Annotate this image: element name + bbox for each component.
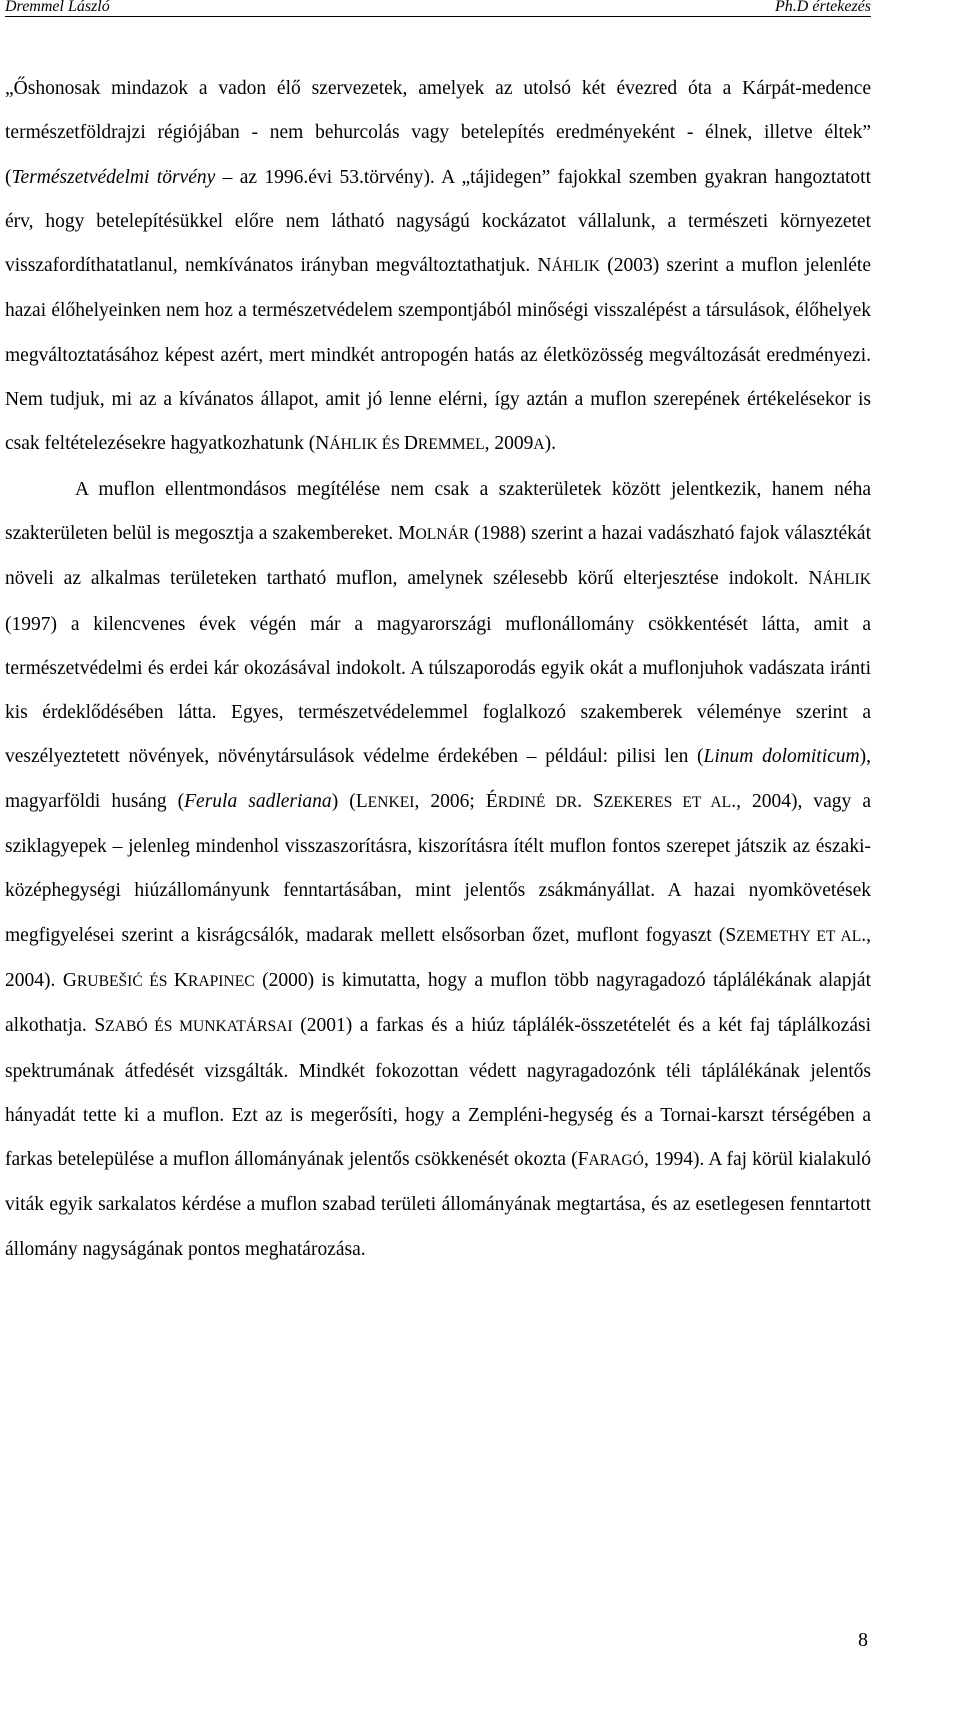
citation-nahlik-1997: NÁHLIK: [808, 568, 871, 590]
page-header: [5, 0, 871, 17]
header-document-type: Ph.D értekezés: [775, 0, 871, 15]
citation-szemethy-2004: SZEMETHY ET AL: [725, 924, 862, 946]
species-linum: Linum dolomiticum: [703, 746, 860, 768]
citation-erdine-szekeres-2004: ÉRDINÉ DR. SZEKERES ET AL: [485, 790, 732, 812]
citation-grubesic-krapinec-2000: GRUBEŠIĆ ÉS KRAPINEC: [62, 969, 255, 991]
citation-nahlik-2003: NÁHLIK: [537, 255, 600, 277]
header-author: Dremmel László: [5, 0, 110, 15]
citation-farago-1994: FARAGÓ: [577, 1149, 644, 1171]
paragraph-mouflon-controversy: A muflon ellentmondásos megítélése nem csak a szakterületek között jelentkezik, hanem néha szakterületen belül is megosztja a szakembereket. MOLNÁR (1988) szerint a hazai vadászható fajok választékát növeli az alkalmas területeken tartható muflon, amelynek szélesebb körű elterjesztése indokolt. NÁHLIK (1997) a kilencvenes évek végén már a magyarországi muflonállomány csökkentését látta, amit a természetvédelmi és erdei kár okozásával indokolt. A túlszaporodás egyik okát a muflonjuhok vadászata iránti kis érdeklődésében látta. Egyes, természetvédelemmel foglalkozó szakemberek véleménye szerint a veszélyeztetett növények, növénytársulások védelme érdekében – például: pilisi len (Linum dolomiticum), magyarföldi husáng (Ferula sadleriana) (LENKEI, 2006; ÉRDINÉ DR. SZEKERES ET AL., 2004), vagy a sziklagyepek – jelenleg mindenhol visszaszorításra, kiszorításra ítélt muflon fontos szerepet játszik az északi-középhegységi hiúzállományunk fenntartásában, mint jelentős zsákmányállat. A hazai nyomkövetések megfigyelései szerint a kisrágcsálók, madarak mellett elsősorban őzet, muflont fogyaszt (SZEMETHY ET AL., 2004). GRUBEŠIĆ ÉS KRAPINEC (2000) is kimutatta, hogy a muflon több nagyragadozó táplálékának alapját alkothatja. SZABÓ ÉS MUNKATÁRSAI (2001) a farkas és a hiúz táplálék-összetételét és a két faj táplálkozási spektrumának átfedését vizsgálták. Mindkét fokozottan védett nagyragadozónk téli táplálékának jelentős hányadát tette ki a muflon. Ezt az is megerősíti, hogy a Zempléni-hegység és a Tornai-karszt térségében a farkas betelepülése a muflon állományának jelentős csökkenését okozta (FARAGÓ, 1994). A faj körül kialakuló viták egyik sarkalatos kérdése a muflon szabad területi állományának megtartása, és az esetlegesen fenntartott állomány nagyságának pontos meghatározása.: [5, 478, 872, 1260]
citation-szabo-2001: SZABÓ ÉS MUNKATÁRSAI: [94, 1015, 293, 1037]
citation-molnar-1988: MOLNÁR: [398, 522, 470, 544]
body-text: [5, 67, 871, 1272]
citation-nahlik-dremmel-2009: NÁHLIK ÉS DREMMEL, 2009A: [315, 433, 545, 455]
citation-lenkei-2006: LENKEI: [355, 790, 415, 812]
species-ferula: Ferula sadleriana: [184, 790, 332, 812]
paragraph-native-species: „Őshonosak mindazok a vadon élő szervezetek, amelyek az utolsó két évezred óta a Kárpát-medence természetföldrajzi régiójában - nem behurcolás vagy betelepítés eredményeként - élnek, illetve éltek” (Természetvédelmi törvény – az 1996.évi 53.törvény). A „tájidegen” fajokkal szemben gyakran hangoztatott érv, hogy betelepítésükkel előre nem látható nagyságú kockázatot vállalunk, a természeti környezetet visszafordíthatatlanul, nemkívánatos irányban megváltoztathatjuk. NÁHLIK (2003) szerint a muflon jelenléte hazai élőhelyeinken nem hoz a természetvédelem szempontjából minőségi visszalépést a társulások, élőhelyek megváltoztatásához képest azért, mert mindkét antropogén hatás az életközösség megváltozását eredményezi. Nem tudjuk, mi az a kívánatos állapot, amit jó lenne elérni, így aztán a muflon szerepének értékelésekor is csak feltételezésekre hagyatkozhatunk (NÁHLIK ÉS DREMMEL, 2009A).: [5, 78, 872, 455]
law-citation: Természetvédelmi törvény: [11, 166, 216, 188]
page-number: 8: [858, 1629, 868, 1651]
